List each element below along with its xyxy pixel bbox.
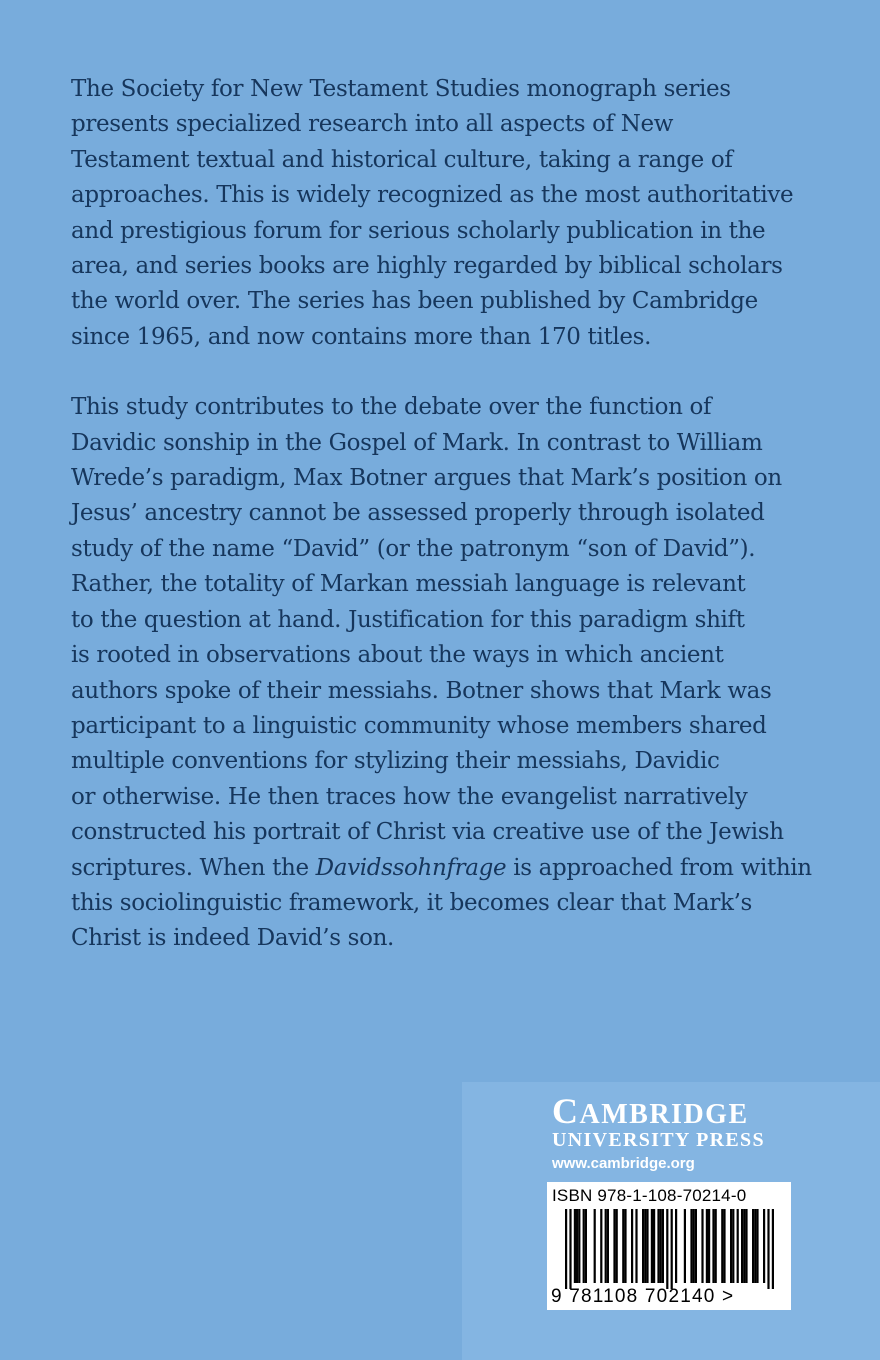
barcode-bar [732,1209,734,1283]
barcode-digits: 9 781108 702140 > [551,1286,735,1307]
blurb-line: Wrede’s paradigm, Max Botner argues that Mark’s position on [71,465,782,492]
barcode-bar [657,1209,659,1283]
barcode-bar [752,1209,754,1283]
barcode-bar [622,1209,624,1283]
barcode-bar [754,1209,756,1283]
barcode-bar [585,1209,587,1283]
barcode-bar [723,1209,725,1283]
barcode-bar [690,1209,692,1283]
barcode-bar [666,1209,668,1289]
barcode-bar [660,1209,662,1283]
barcode-bar [772,1209,774,1289]
blurb-line: multiple conventions for stylizing their messiahs, Davidic [71,748,720,775]
barcode-bar [605,1209,607,1283]
barcode-bar [631,1209,633,1283]
barcode-bar [721,1209,723,1283]
blurb-line: and prestigious forum for serious scholarly publication in the [71,217,766,244]
barcode-bar [651,1209,653,1283]
barcode-bar [613,1209,615,1283]
barcode-bar [578,1209,580,1283]
blurb-line: The Society for New Testament Studies monograph series [71,76,731,102]
publisher-panel [462,1082,880,1360]
blurb-line: Davidic sonship in the Gospel of Mark. In contrast to William [71,429,763,456]
blurb-line: Christ is indeed David’s son. [71,925,395,952]
barcode-bar [693,1209,695,1283]
blurb-line: area, and series books are highly regarded by biblical scholars [71,253,783,280]
barcode-bar [574,1209,576,1283]
line-before: scriptures. When the [71,854,316,881]
blurb-line: since 1965, and now contains more than 170 titles. [71,323,652,350]
publisher-logo [552,1090,749,1132]
blurb-line: or otherwise. He then traces how the evangelist narratively [71,783,748,810]
barcode-bar [708,1209,710,1283]
barcode-bar [684,1209,686,1283]
barcode-bar [701,1209,703,1283]
barcode-bar [712,1209,714,1283]
barcode-bar [741,1209,743,1283]
barcode-bar [576,1209,578,1283]
barcode-bar [635,1209,637,1283]
barcode-bar [616,1209,618,1283]
blurb-line: Testament textual and historical culture, taking a range of [71,146,733,173]
barcode-bar [565,1209,567,1289]
barcode-bar [583,1209,585,1283]
barcode-bar [715,1209,717,1283]
logo-initial: C [552,1091,580,1131]
barcode-bar [671,1209,673,1289]
blurb-line: the world over. The series has been published by Cambridge [71,288,758,315]
blurb-line-italic [71,851,811,886]
logo-rest: AMBRIDGE [579,1099,749,1130]
italic-term: Davidssohnfrage [315,854,507,881]
blurb-line: study of the name “David” (or the patronym “son of David”). [71,535,756,562]
blurb-line: Rather, the totality of Markan messiah language is relevant [71,571,746,598]
barcode-bar [706,1209,708,1283]
barcode-bar [745,1209,747,1283]
blurb-line: this sociolinguistic framework, it becomes clear that Mark’s [71,889,753,916]
barcode-bar [607,1209,609,1283]
barcode [547,1182,791,1310]
barcode-bar [737,1209,739,1283]
barcode-bar [756,1209,758,1283]
barcode-bar [763,1209,765,1283]
barcode-bar [743,1209,745,1283]
blurb-line: This study contributes to the debate over the function of [71,394,712,421]
blurb-line: constructed his portrait of Christ via creative use of the Jewish [71,819,784,846]
barcode-bar [653,1209,655,1283]
barcode-bar [642,1209,644,1283]
barcode-bar [569,1209,571,1289]
barcode-bar [594,1209,596,1283]
blurb-line: to the question at hand. Justification for this paradigm shift [71,606,745,633]
barcode-bar [646,1209,648,1283]
barcode-bar [767,1209,769,1289]
blurb-line: participant to a linguistic community whose members shared [71,712,767,739]
blurb-line: approaches. This is widely recognized as the most authoritative [71,182,794,209]
barcode-bar [644,1209,646,1283]
blurb-line: is rooted in observations about the ways in which ancient [71,642,724,669]
back-cover-blurb [71,72,811,957]
blurb-line: Jesus’ ancestry cannot be assessed properly through isolated [71,500,765,527]
barcode-bar [600,1209,602,1283]
barcode-bar [662,1209,664,1283]
line-after: is approached from within [506,854,812,881]
blurb-line: authors spoke of their messiahs. Botner shows that Mark was [71,677,772,704]
publisher-url: www.cambridge.org [552,1155,695,1172]
paragraph-gap [71,355,811,390]
barcode-bar [624,1209,626,1283]
publisher-division: UNIVERSITY PRESS [552,1129,765,1151]
barcode-bar [730,1209,732,1283]
blurb-line: presents specialized research into all aspects of New [71,111,674,138]
barcode-bar [675,1209,677,1283]
barcode-bar [695,1209,697,1283]
isbn-label: ISBN 978-1-108-70214-0 [552,1186,747,1205]
